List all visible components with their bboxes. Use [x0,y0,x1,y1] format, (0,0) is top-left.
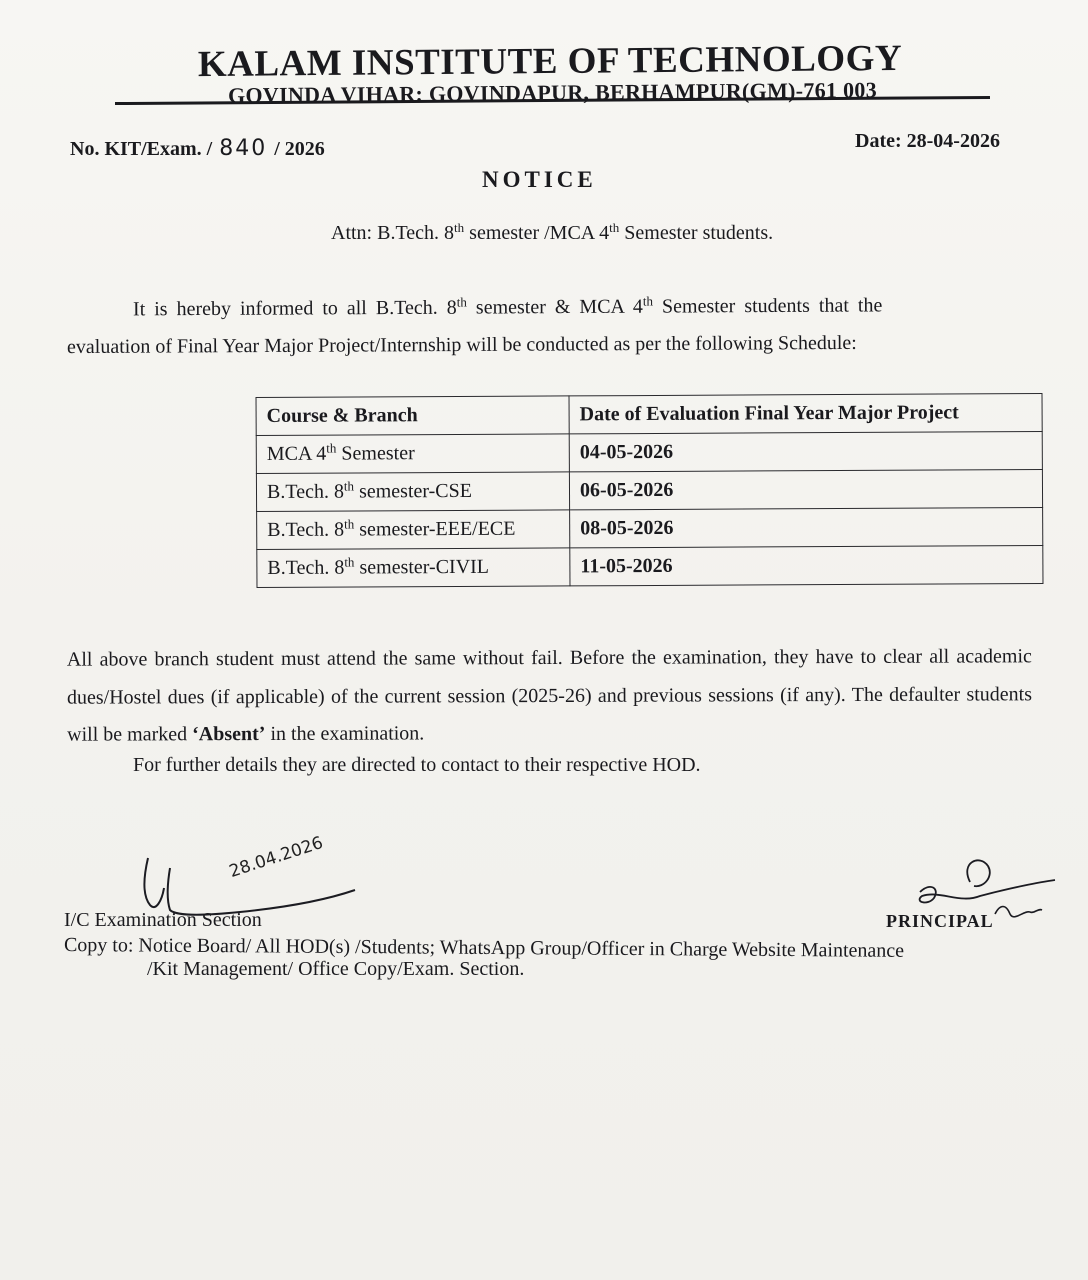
superscript: th [326,440,337,456]
date-cell: 06-05-2026 [569,469,1042,509]
principal-designation: PRINCIPAL [886,911,994,931]
schedule-table [256,393,1044,588]
course-text: Semester [336,442,415,465]
instructions-paragraph [67,638,1032,754]
attention-text: semester /MCA 4 [464,222,610,244]
table-row [256,431,1042,473]
instructions-text: All above branch student must attend the same without fail. Before the examination, they have to clear all academic dues/Hostel dues (if applicable) of the current session (2025-26) and previous sessions (if any). The defaulter students will be marked [66,645,1033,746]
contact-hod-line: For further details they are directed to contact to their respective HOD. [133,754,701,776]
attention-line [331,219,774,245]
course-text: semester-EEE/ECE [354,517,516,541]
superscript: th [343,478,355,494]
course-text: B.Tech. 8 [267,518,345,542]
copy-to-line2: /Kit Management/ Office Copy/Exam. Section. [147,958,525,980]
superscript: th [456,294,467,310]
attention-text: Attn: B.Tech. 8 [331,222,455,244]
reference-handwritten-number: 840 [219,136,268,161]
superscript: th [344,554,355,570]
column-header-course: Course & Branch [256,396,569,436]
intro-text: It is hereby informed to all B.Tech. 8 [132,296,457,321]
table-row [257,507,1043,549]
reference-number [70,136,325,161]
absent-emphasis: ‘Absent’ [192,722,266,746]
date-cell: 04-05-2026 [569,431,1042,471]
date-label: Date: [855,130,902,152]
copy-to-line1: Copy to: Notice Board/ All HOD(s) /Students; WhatsApp Group/Officer in Charge Website Maintenance [63,934,905,962]
column-header-date: Date of Evaluation Final Year Major Project [569,393,1042,433]
table-header-row [256,393,1042,435]
course-cell [256,472,569,512]
course-text: B.Tech. 8 [266,480,344,504]
course-text: MCA 4 [266,442,327,466]
intro-paragraph-line2: evaluation of Final Year Major Project/Internship will be conducted as per the following Schedule: [66,331,857,359]
exam-section-designation: I/C Examination Section [64,909,262,931]
course-cell [257,510,570,550]
date-cell: 11-05-2026 [570,545,1043,585]
notice-date [855,130,1000,153]
reference-prefix: No. KIT/Exam. / [70,138,213,160]
institute-address: GOVINDA VIHAR: GOVINDAPUR, BERHAMPUR(GM)-761 003 [227,77,878,108]
notice-title: NOTICE [482,167,597,192]
course-text: semester-CSE [353,479,473,503]
course-cell [256,434,569,474]
superscript: th [609,219,620,235]
table-row [257,545,1043,587]
date-cell: 08-05-2026 [570,507,1043,547]
attention-text: Semester students. [619,222,774,244]
date-value: 28-04-2026 [906,130,1000,152]
intro-text: semester & MCA 4 [466,295,643,319]
intro-text: Semester students that the [652,294,883,318]
intro-paragraph-line1 [133,294,1033,322]
superscript: th [642,293,654,309]
course-text: semester-CIVIL [354,555,490,579]
course-cell [257,548,570,588]
institute-name: KALAM INSTITUTE OF TECHNOLOGY [197,37,903,86]
signature-date: 28.04.2026 [226,832,326,882]
instructions-text: in the examination. [265,722,425,745]
reference-suffix: / 2026 [274,138,325,160]
superscript: th [344,516,355,532]
table-row [256,469,1042,511]
course-text: B.Tech. 8 [267,556,345,580]
superscript: th [454,219,465,235]
